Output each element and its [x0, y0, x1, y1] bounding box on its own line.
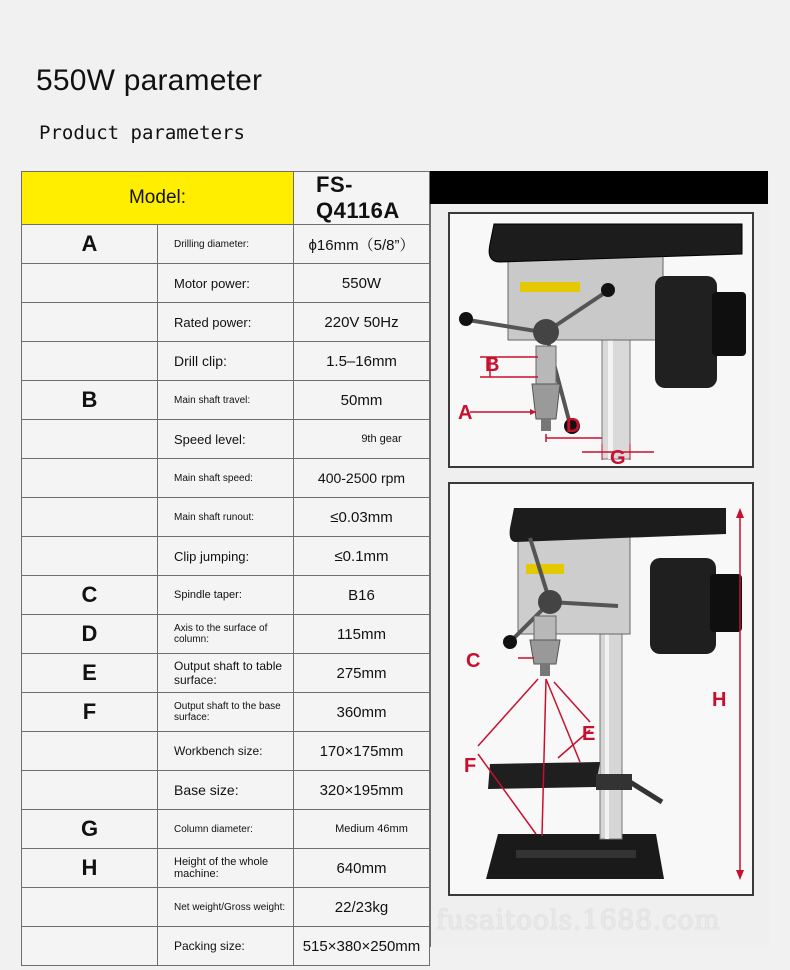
row-letter — [22, 537, 158, 576]
row-letter — [22, 732, 158, 771]
site-watermark: fusaitools.1688.com — [436, 905, 721, 936]
row-letter: C — [22, 576, 158, 615]
row-letter — [22, 771, 158, 810]
row-name: Drilling diameter: — [158, 225, 294, 264]
row-letter — [22, 459, 158, 498]
table-row — [22, 420, 430, 459]
row-name: Drill clip: — [158, 342, 294, 381]
row-value: Medium 46mm — [294, 810, 430, 849]
row-letter — [22, 420, 158, 459]
row-value: 275mm — [294, 654, 430, 693]
diagram-label-e: E — [582, 723, 596, 745]
row-letter: G — [22, 810, 158, 849]
row-name: Main shaft runout: — [158, 498, 294, 537]
row-value: 9th gear — [294, 420, 430, 459]
row-letter: F — [22, 693, 158, 732]
drill-head-photo — [448, 212, 754, 468]
row-letter: E — [22, 654, 158, 693]
row-name: Output shaft to the base surface: — [158, 693, 294, 732]
row-name: Base size: — [158, 771, 294, 810]
row-value: 320×195mm — [294, 771, 430, 810]
diagram-label-g: G — [610, 447, 626, 466]
row-letter: D — [22, 615, 158, 654]
row-letter: H — [22, 849, 158, 888]
diagram-label-a: A — [458, 402, 473, 424]
row-letter — [22, 498, 158, 537]
model-value: FS-Q4116A — [294, 172, 430, 225]
row-value: 515×380×250mm — [294, 927, 430, 966]
table-row — [22, 654, 430, 693]
drill-head-illustration — [450, 214, 752, 466]
row-name: Axis to the surface of column: — [158, 615, 294, 654]
table-row — [22, 771, 430, 810]
row-name: Clip jumping: — [158, 537, 294, 576]
row-name: Speed level: — [158, 420, 294, 459]
row-value: 220V 50Hz — [294, 303, 430, 342]
row-value: ≤0.03mm — [294, 498, 430, 537]
row-value: 22/23kg — [294, 888, 430, 927]
table-row — [22, 732, 430, 771]
row-name: Output shaft to table surface: — [158, 654, 294, 693]
table-row — [22, 810, 430, 849]
row-name: Main shaft speed: — [158, 459, 294, 498]
row-value: 1.5–16mm — [294, 342, 430, 381]
row-name: Main shaft travel: — [158, 381, 294, 420]
table-row — [22, 498, 430, 537]
row-name: Workbench size: — [158, 732, 294, 771]
table-header-row — [22, 172, 430, 225]
row-value: ≤0.1mm — [294, 537, 430, 576]
row-value: 550W — [294, 264, 430, 303]
row-letter: B — [22, 381, 158, 420]
row-value: 115mm — [294, 615, 430, 654]
row-value: 360mm — [294, 693, 430, 732]
row-name: Height of the whole machine: — [158, 849, 294, 888]
diagram-label-h: H — [712, 689, 727, 711]
spec-table — [21, 171, 430, 966]
row-name: Packing size: — [158, 927, 294, 966]
table-row — [22, 927, 430, 966]
table-row — [22, 342, 430, 381]
row-name: Rated power: — [158, 303, 294, 342]
row-value: ϕ16mm（5/8”） — [294, 225, 430, 264]
row-letter — [22, 342, 158, 381]
full-machine-illustration — [450, 484, 752, 894]
full-machine-photo — [448, 482, 754, 896]
row-value: 400-2500 rpm — [294, 459, 430, 498]
table-row — [22, 303, 430, 342]
page-title: 550W parameter — [36, 64, 263, 97]
table-row — [22, 576, 430, 615]
row-value: 640mm — [294, 849, 430, 888]
table-row — [22, 537, 430, 576]
table-row — [22, 225, 430, 264]
diagram-label-b: B — [485, 354, 500, 376]
table-row — [22, 693, 430, 732]
diagram-label-f: F — [464, 755, 477, 777]
table-row — [22, 888, 430, 927]
image-panel-header — [430, 171, 768, 204]
table-row — [22, 459, 430, 498]
row-value: 170×175mm — [294, 732, 430, 771]
row-letter — [22, 264, 158, 303]
row-letter — [22, 888, 158, 927]
row-value: B16 — [294, 576, 430, 615]
diagram-label-c: C — [466, 650, 481, 672]
table-row — [22, 264, 430, 303]
row-name: Column diameter: — [158, 810, 294, 849]
row-name: Motor power: — [158, 264, 294, 303]
page-subtitle: Product parameters — [39, 122, 245, 144]
model-label: Model: — [22, 172, 294, 225]
table-row — [22, 381, 430, 420]
row-letter — [22, 927, 158, 966]
row-letter: A — [22, 225, 158, 264]
row-letter — [22, 303, 158, 342]
diagram-label-d: D — [566, 415, 581, 437]
table-row — [22, 849, 430, 888]
row-value: 50mm — [294, 381, 430, 420]
row-name: Net weight/Gross weight: — [158, 888, 294, 927]
row-name: Spindle taper: — [158, 576, 294, 615]
table-row — [22, 615, 430, 654]
